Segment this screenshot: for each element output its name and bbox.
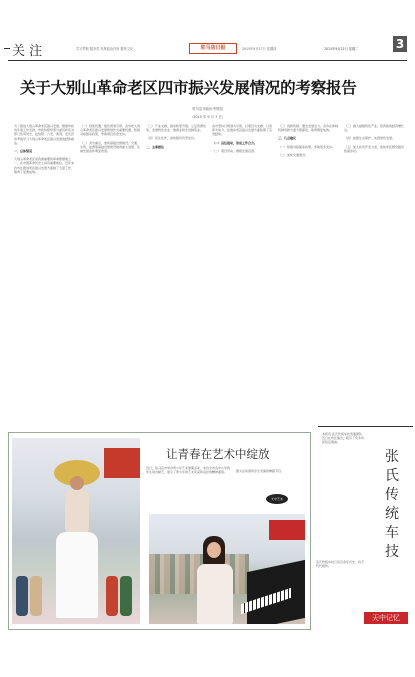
torso (65, 490, 89, 534)
article-title: 关于大别山革命老区四市振兴发展情况的考察报告 (20, 78, 357, 97)
dress (197, 564, 233, 624)
red-banner (104, 448, 140, 478)
face (207, 542, 221, 558)
paragraph: （一）抢抓机遇，强化规划引领。各市把大别山革命老区振兴发展规划作为重要机遇，积极对接国家政策，争取项目资金支持。 (80, 124, 140, 137)
dancer-photo (12, 438, 140, 624)
paragraph: （二）加快交通建设。 (278, 152, 309, 157)
article-date: （2015 年 9 月 7 日） (189, 115, 226, 119)
feature-text: 近日，驻马店市举办青少年艺术展演活动，来自全市各中小学的学生同台献艺，展示了青少年的艺术风采和良好的精神面貌。 (146, 466, 231, 475)
article-column (80, 124, 140, 424)
header-sub: 2015年9月17日 星期四 (242, 47, 277, 51)
paragraph: 为了推进大别山革命老区振兴发展，根据市政协年度工作安排，市政协组织部分委员和有关部门负责同志，赴信阳、六安、黄冈、安庆四市考察学习大别山革命老区振兴发展的经验做法。 (14, 124, 74, 145)
photo-caption: 图为活动现场学生表演的舞蹈节目。 (236, 469, 285, 473)
spectator (120, 576, 132, 616)
paragraph: （三）做大做强特色产业，培育新的经济增长点。 (344, 124, 404, 133)
spectator (106, 576, 118, 616)
article-column (278, 124, 338, 424)
paragraph: （四）民生优先，加快脱贫攻坚步伐。 (146, 136, 198, 141)
head (70, 476, 84, 490)
article-byline: 驻马店市政协考察组 (192, 107, 223, 111)
paragraph: （三）产业支撑，推动转型升级。立足资源优势，发展特色农业、旅游业和先进制造业。 (146, 124, 206, 133)
paragraph: （一）积极对接国家政策，争取更多支持。 (278, 144, 336, 149)
pianist-figure (193, 536, 237, 624)
subheading: 二、主要做法 (146, 144, 165, 149)
red-flag (269, 520, 305, 540)
side-article-continued: 张氏传统车技已有百余年历史，技艺代代相传。 (316, 560, 365, 569)
issue-date: 2015年9月22日 星期二 (324, 47, 359, 51)
article-column (14, 124, 74, 424)
paragraph: （二）突出重点，加快基础设施建设。交通、水利、能源等基础设施建设取得重大进展，区域发展条件明显改善。 (80, 140, 140, 154)
page-number: 3 (393, 36, 407, 52)
paragraph: 各市坚持以规划为引领，以项目为支撑，以改革为动力，在推动老区振兴发展方面积累了宝贵经验。 (212, 124, 272, 137)
column-stamp: 天中记忆 (364, 612, 408, 624)
article-body (14, 124, 404, 424)
vertical-headline: 张氏传统车技 (385, 449, 399, 560)
section-divider (318, 426, 413, 427)
paragraph: （四）加强生态保护，实现绿色发展。 (344, 136, 396, 141)
paragraph: （三）创新机制，激发发展活力。各市在体制机制创新方面大胆探索，取得明显成效。 (278, 124, 338, 133)
spectator (16, 576, 28, 616)
page-header (8, 36, 407, 60)
paragraph: （二）项目带动，增强发展后劲。 (212, 148, 258, 153)
subheading: 一、总体情况 (14, 149, 33, 154)
paragraph: （五）加大扶贫开发力度，加快老区群众脱贫致富步伐。 (344, 144, 404, 153)
feature-title: 让青春在艺术中绽放 (166, 447, 270, 461)
article-column (146, 124, 206, 424)
section-label: 关 注 (12, 40, 42, 59)
event-logo: 天中艺术 (266, 494, 288, 504)
header-rule (8, 60, 407, 61)
side-article: 本报讯 张氏传统车技表演团队近日在市区演出，吸引了众多市民驻足观看。 (322, 432, 364, 445)
masthead-logo: 驻马店日报 (189, 43, 237, 54)
pianist-photo (149, 514, 305, 624)
article-column (212, 124, 272, 424)
crowd (12, 554, 140, 624)
header-motto: 学习贯彻 服务党 发挥政治作用 繁荣文化 (76, 47, 134, 51)
spectator (30, 576, 42, 616)
subheading: 三、几点建议 (278, 136, 297, 141)
paragraph: 大别山革命老区是我国重要的革命根据地之一，在中国革命历史上具有重要地位。近年来四市在推进老区振兴发展方面做了大量工作，取得了显著成效。 (14, 157, 74, 174)
article-column (344, 124, 404, 424)
subheading: （一）高位推动，形成工作合力。 (212, 140, 258, 145)
